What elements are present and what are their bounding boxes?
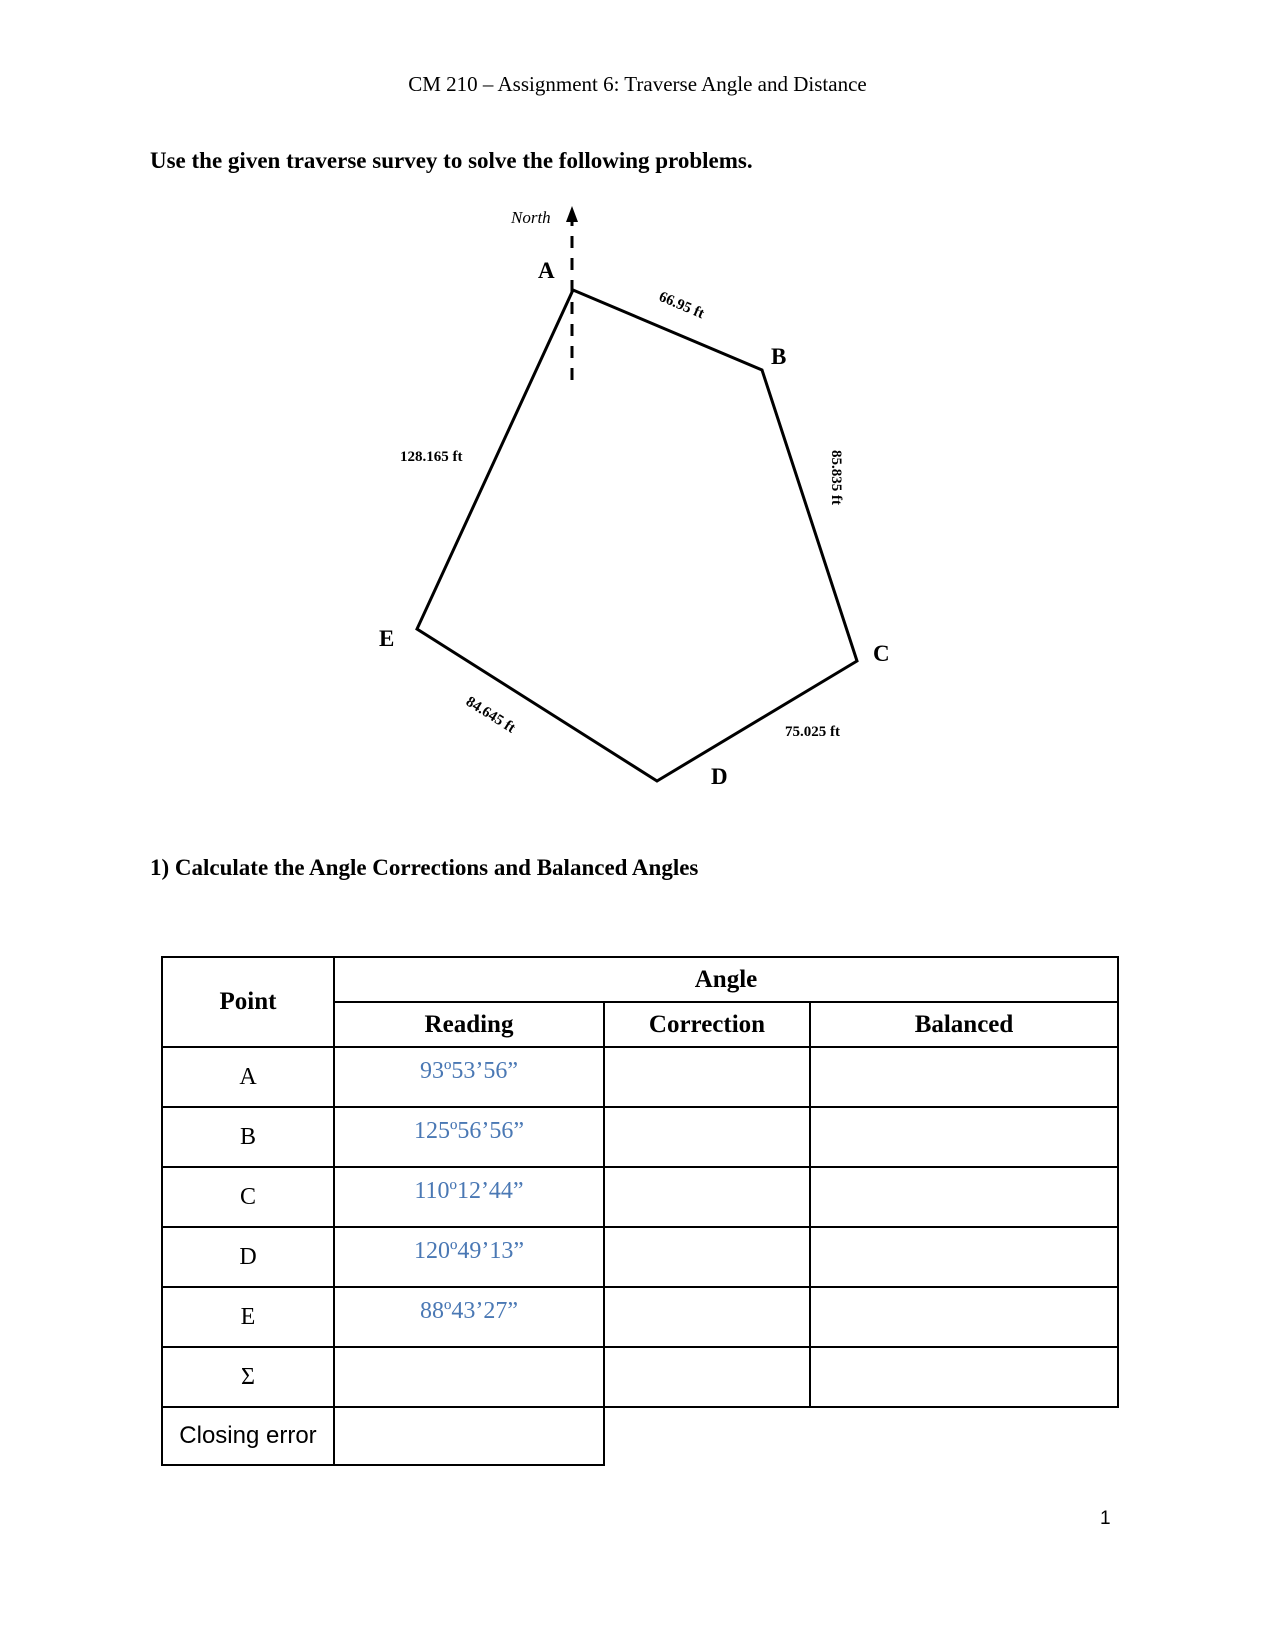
sum-balanced-cell[interactable] — [810, 1347, 1118, 1407]
point-c-label: C — [873, 641, 890, 666]
sum-correction-cell[interactable] — [604, 1347, 810, 1407]
balanced-cell[interactable] — [810, 1107, 1118, 1167]
closing-error-row — [162, 1407, 1118, 1465]
balanced-cell[interactable] — [810, 1287, 1118, 1347]
point-cell: D — [162, 1227, 334, 1287]
north-arrow-icon — [566, 206, 578, 222]
instruction-text: Use the given traverse survey to solve the following problems. — [150, 148, 753, 173]
table-row — [162, 1047, 1118, 1107]
correction-cell[interactable] — [604, 1167, 810, 1227]
table-row — [162, 1167, 1118, 1227]
balanced-cell[interactable] — [810, 1167, 1118, 1227]
point-d-label: D — [711, 764, 728, 789]
correction-cell[interactable] — [604, 1047, 810, 1107]
reading-cell: 110º12’44” — [334, 1167, 604, 1227]
balanced-header: Balanced — [810, 1002, 1118, 1047]
correction-header: Correction — [604, 1002, 810, 1047]
table-row — [162, 1107, 1118, 1167]
table-row — [162, 1287, 1118, 1347]
closing-error-label: Closing error — [162, 1407, 334, 1465]
distance-bc-label: 85.835 ft — [828, 450, 844, 505]
distance-de-label: 84.645 ft — [462, 693, 519, 737]
point-cell: E — [162, 1287, 334, 1347]
sum-reading-cell[interactable] — [334, 1347, 604, 1407]
closing-error-cell[interactable] — [334, 1407, 604, 1465]
point-cell: C — [162, 1167, 334, 1227]
correction-cell[interactable] — [604, 1107, 810, 1167]
distance-ea-label: 128.165 ft — [400, 449, 463, 465]
balanced-cell[interactable] — [810, 1047, 1118, 1107]
north-label: North — [511, 208, 551, 227]
reading-cell: 88º43’27” — [334, 1287, 604, 1347]
question-1-heading: 1) Calculate the Angle Corrections and Balanced Angles — [150, 855, 699, 880]
correction-cell[interactable] — [604, 1287, 810, 1347]
point-header: Point — [162, 957, 334, 1047]
reading-cell: 125º56’56” — [334, 1107, 604, 1167]
distance-cd-label: 75.025 ft — [785, 724, 840, 740]
balanced-cell[interactable] — [810, 1227, 1118, 1287]
sum-row — [162, 1347, 1118, 1407]
reading-cell: 120º49’13” — [334, 1227, 604, 1287]
sum-label: Σ — [162, 1347, 334, 1407]
angle-table — [161, 956, 1119, 1466]
distance-ab-label: 66.95 ft — [656, 288, 707, 323]
page-number: 1 — [1100, 1508, 1111, 1529]
point-b-label: B — [771, 344, 787, 369]
page-title: CM 210 – Assignment 6: Traverse Angle and Distance — [408, 72, 867, 96]
point-cell: A — [162, 1047, 334, 1107]
reading-cell: 93º53’56” — [334, 1047, 604, 1107]
angle-header: Angle — [334, 957, 1118, 1002]
point-cell: B — [162, 1107, 334, 1167]
correction-cell[interactable] — [604, 1227, 810, 1287]
table-row — [162, 1227, 1118, 1287]
point-a-label: A — [538, 258, 555, 283]
point-e-label: E — [379, 626, 395, 651]
reading-header: Reading — [334, 1002, 604, 1047]
